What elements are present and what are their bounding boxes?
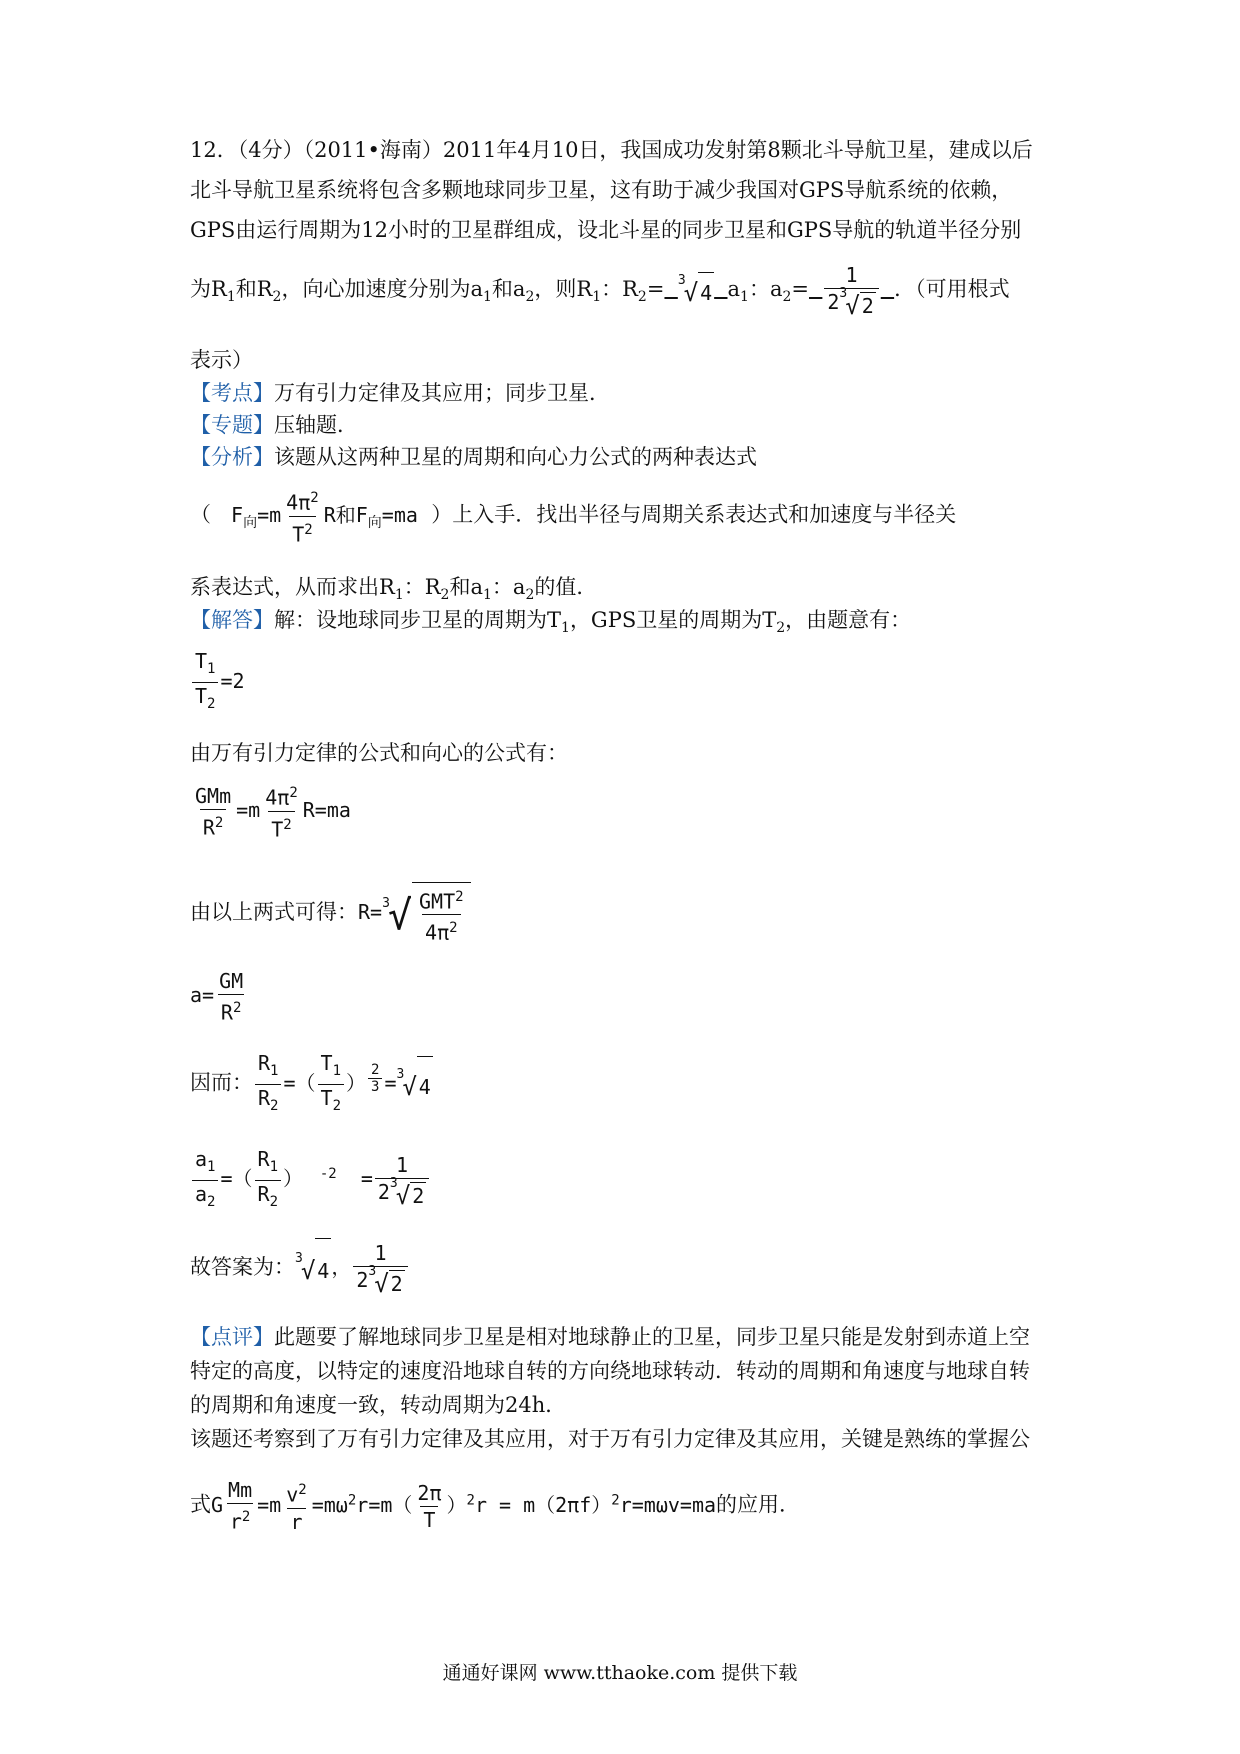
- text: 由以上两式可得：: [190, 900, 358, 924]
- text: 式: [190, 1492, 211, 1517]
- fenxi-formula-line: （ $F_向=m$ $\frac{4\pi^2}{T^2}$ R和$F_向=ma$ ）上入手．找出半径与周期关系表达式和加速度与半径关: [190, 490, 957, 547]
- text: =: [791, 277, 810, 301]
- fenxi-line-3: 系表达式，从而求出$R_1$：$R_2$和$a_1$：$a_2$的值．: [190, 575, 598, 604]
- fenxi-line: [190, 442, 757, 472]
- formula-radius: R= 3 √ $\frac{GMT^2}{4\pi^2}$: [358, 900, 471, 924]
- formula-radius-ratio: $\frac{R_1}{R_2}$ =（ $\frac{T_1}{T_2}$ ） $^{\frac{2}{3}}$ = 3 √ 4: [253, 1071, 433, 1095]
- text: 此题要了解地球同步卫星是相对地球静止的卫星，同步卫星只能是发射到赤道上空: [274, 1325, 1030, 1349]
- text: ，向心加速度分别为a: [281, 277, 483, 301]
- zhuanti-tag: 【专题】: [190, 413, 274, 437]
- text: 和a: [491, 277, 526, 301]
- answer-blank-2: 1 2 3 √ 2: [809, 277, 894, 301]
- text: ，GPS卫星的周期为T: [569, 608, 777, 632]
- question-line-4: 为$R_1$和$R_2$，向心加速度分别为$a_1$和$a_2$，则$R_1$：$R_2=$ 3 √ 4 $a_1$：$a_2=$ 1 2 3 √ 2 ．（可用根式: [190, 263, 1010, 320]
- kaodian-line: [190, 378, 610, 408]
- text: ：a: [748, 277, 783, 301]
- text: 和a: [449, 575, 483, 599]
- step-2-text: 由万有引力定律的公式和向心的公式有：: [190, 741, 568, 765]
- fenxi-text: 该题从这两种卫星的周期和向心力公式的两种表达式: [274, 445, 757, 469]
- text: ．（可用根式: [894, 277, 1010, 301]
- text: 的值．: [534, 575, 598, 599]
- question-line-1: 12．（4分）（2011•海南）2011年4月10日，我国成功发射第8颗北斗导航卫星，建成以后: [190, 138, 1033, 162]
- formula-summary: G $\frac{Mm}{r^2}$ =m $\frac{v^2}{r}$ $=m\omega^2r=m$（ $\frac{2\pi}{T}$ ）$^2r = m(2\pi f)^2r=m\omega v=ma$: [211, 1478, 717, 1534]
- text: a: [727, 277, 741, 301]
- zhuanti-line: [190, 410, 358, 440]
- text: 解：设地球同步卫星的周期为T: [274, 608, 562, 632]
- text: ：R: [601, 277, 638, 301]
- formula-gravitation: $\frac{\text{GMm}}{R^2}$ =m $\frac{4\pi^2}{T^2}$ R=ma: [195, 783, 351, 842]
- text: ：R: [403, 575, 441, 599]
- dianping-line-2: 特定的高度，以特定的速度沿地球自转的方向绕地球转动．转动的周期和角速度与地球自转: [190, 1359, 1030, 1383]
- zhuanti-text: 压轴题．: [274, 413, 358, 437]
- formula-period-ratio: $\frac{T_1}{T_2}$ =2: [190, 648, 245, 717]
- step-3-line: [190, 882, 471, 946]
- answer-label: 故答案为：: [190, 1255, 295, 1279]
- text: 和R: [235, 277, 273, 301]
- fenxi-tag: 【分析】: [190, 445, 274, 469]
- dianping-line-5: [190, 1468, 800, 1537]
- formula-accel-ratio: $\frac{a_1}{a_2}$ =（ $\frac{R_1}{R_2}$ ） $^{-2}$ = 1 2 3 √ 2: [190, 1142, 431, 1215]
- text: =: [646, 277, 665, 301]
- answer-line: [190, 1235, 410, 1303]
- text: ：a: [491, 575, 526, 599]
- kaodian-text: 万有引力定律及其应用；同步卫星．: [274, 381, 610, 405]
- dianping-line-1: [190, 1322, 1030, 1352]
- text: 系表达式，从而求出R: [190, 575, 395, 599]
- step-4-line: [190, 1048, 433, 1119]
- text: 为R: [190, 277, 227, 301]
- answer-blank-1: 3 √ 4: [664, 277, 727, 301]
- formula-acceleration: a= $\frac{GM}{R^2}$: [190, 968, 244, 1025]
- text: ，由题意有：: [785, 608, 912, 632]
- dianping-line-4: 该题还考察到了万有引力定律及其应用，对于万有引力定律及其应用，关键是熟练的掌握公: [190, 1427, 1030, 1451]
- jieda-tag: 【解答】: [190, 608, 274, 632]
- text: ，则R: [534, 277, 593, 301]
- question-line-2: 北斗导航卫星系统将包含多颗地球同步卫星，这有助于减少我国对GPS导航系统的依赖，: [190, 178, 1013, 202]
- question-line-5: 表示）: [190, 348, 253, 372]
- jieda-line: 【解答】解：设地球同步卫星的周期为$T_1$，GPS卫星的周期为$T_2$，由题意有：: [190, 608, 912, 637]
- text: 的应用．: [716, 1492, 801, 1517]
- page-footer: 通通好课网 www.tthaoke.com 提供下载: [442, 1662, 798, 1684]
- question-line-3: GPS由运行周期为12小时的卫星群组成，设北斗星的同步卫星和GPS导航的轨道半径分别: [190, 218, 1022, 242]
- text: 因而：: [190, 1070, 253, 1095]
- formula-centripetal: $F_向=m$ $\frac{4\pi^2}{T^2}$ R和$F_向=ma$: [231, 490, 418, 547]
- dianping-line-3: 的周期和角速度一致，转动周期为24h．: [190, 1393, 567, 1417]
- answer-values: 3 √ 4 ， 1 2 3 √ 2: [295, 1255, 410, 1279]
- dianping-tag: 【点评】: [190, 1325, 274, 1349]
- text: ）上入手．找出半径与周期关系表达式和加速度与半径关: [431, 502, 957, 527]
- kaodian-tag: 【考点】: [190, 381, 274, 405]
